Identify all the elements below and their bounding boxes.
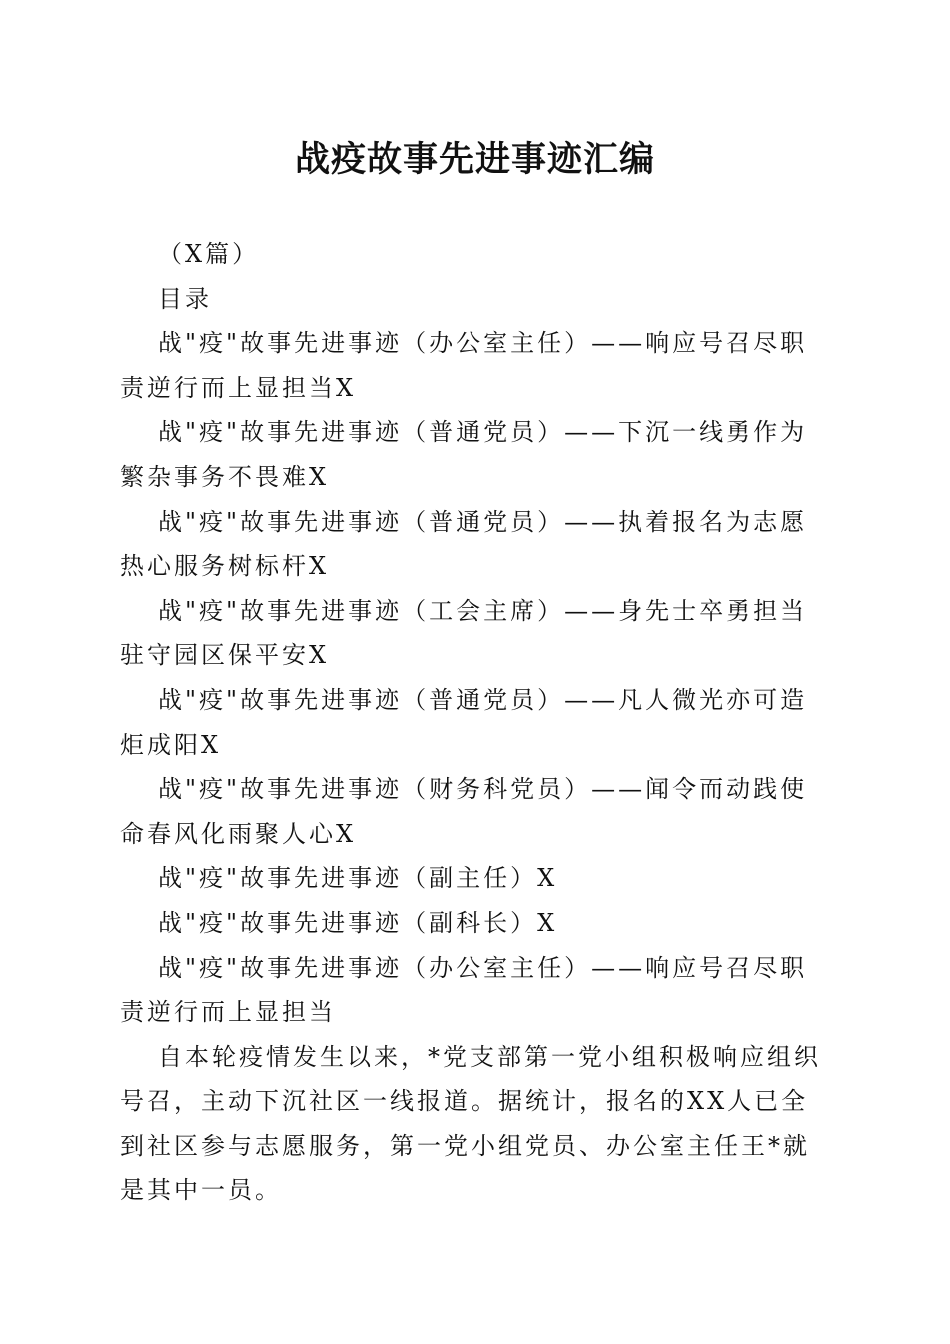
- toc-item: 战"疫"故事先进事迹（工会主席）——身先士卒勇担当驻守园区保平安X: [120, 596, 808, 670]
- toc-item: 战"疫"故事先进事迹（财务科党员）——闻令而动践使命春风化雨聚人心X: [120, 775, 808, 848]
- toc-item: 战"疫"故事先进事迹（副主任）X: [158, 864, 558, 893]
- document-body: [120, 232, 832, 1213]
- toc-heading: 目录: [158, 284, 212, 313]
- section-heading: 战"疫"故事先进事迹（办公室主任）——响应号召尽职责逆行而上显担当: [120, 953, 808, 1027]
- toc-item: 战"疫"故事先进事迹（办公室主任）——响应号召尽职责逆行而上显担当X: [120, 329, 808, 402]
- toc-item: 战"疫"故事先进事迹（副科长）X: [158, 908, 558, 937]
- article-count: （X篇）: [158, 240, 260, 268]
- toc-item: 战"疫"故事先进事迹（普通党员）——凡人微光亦可造炬成阳X: [120, 685, 808, 759]
- toc-item: 战"疫"故事先进事迹（普通党员）——执着报名为志愿热心服务树标杆X: [120, 507, 808, 581]
- toc-item: 战"疫"故事先进事迹（普通党员）——下沉一线勇作为繁杂事务不畏难X: [120, 418, 808, 491]
- body-paragraph: 自本轮疫情发生以来，*党支部第一党小组积极响应组织号召，主动下沉社区一线报道。据统计，报名的XX人已全到社区参与志愿服务，第一党小组党员、办公室主任王*就是其中一员。: [120, 1042, 821, 1205]
- document-title: 战疫故事先进事迹汇编: [294, 139, 655, 180]
